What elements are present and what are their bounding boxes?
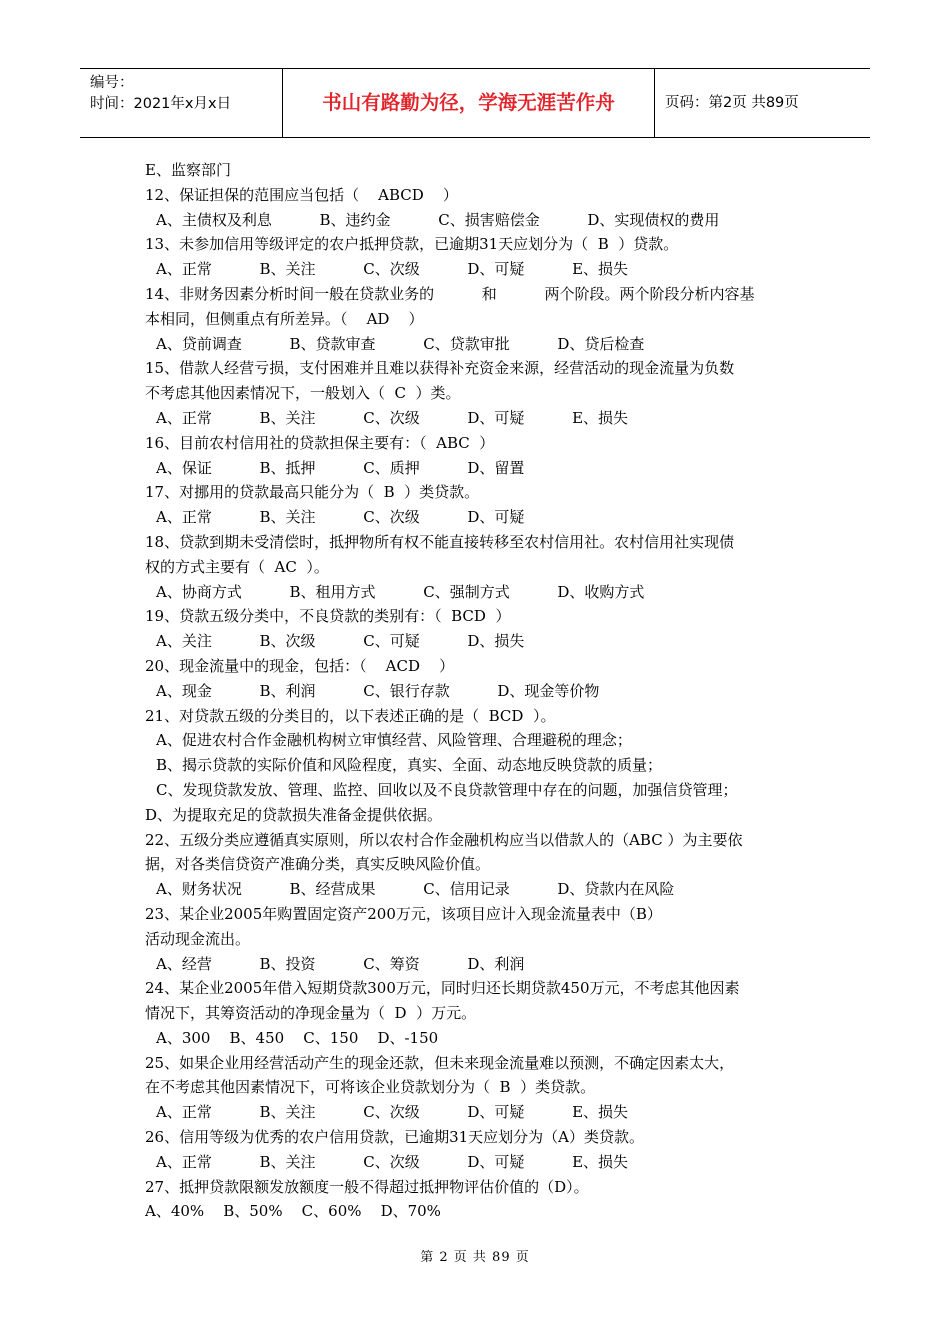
answer-options-line: A、关注 B、次级 C、可疑 D、损失 (156, 632, 525, 651)
question-text-line: 26、信用等级为优秀的农户信用贷款，已逾期31天应划分为（A）类贷款。 (145, 1128, 645, 1147)
answer-options-line: A、经营 B、投资 C、筹资 D、利润 (156, 954, 525, 973)
question-text-line: 15、借款人经营亏损，支付困难并且难以获得补充资金来源，经营活动的现金流量为负数 (145, 359, 735, 378)
question-text-line: 27、抵押贷款限额发放额度一般不得超过抵押物评估价值的（D）。 (145, 1177, 589, 1196)
answer-options-line: A、正常 B、关注 C、次级 D、可疑 E、损失 (156, 260, 629, 279)
question-text-line: 19、贷款五级分类中，不良贷款的类别有：（ BCD ） (145, 607, 511, 626)
question-text-line: A、40% B、50% C、60% D、70% (145, 1202, 441, 1221)
question-text-line: 22、五级分类应遵循真实原则，所以农村合作金融机构应当以借款人的（ABC ）为主要依 (145, 830, 743, 849)
question-text-line: 20、现金流量中的现金，包括：（ ACD ） (145, 656, 455, 675)
document-body (145, 158, 817, 1224)
page-header (80, 68, 870, 138)
answer-options-line: C、发现贷款发放、管理、监控、回收以及不良贷款管理中存在的问题，加强信贷管理； (156, 780, 738, 799)
question-text-line: 12、保证担保的范围应当包括（ ABCD ） (145, 185, 458, 204)
answer-options-line: A、促进农村合作金融机构树立审慎经营、风险管理、合理避税的理念； (156, 731, 632, 750)
answer-options-line: A、保证 B、抵押 C、质押 D、留置 (156, 458, 525, 477)
question-text-line: 权的方式主要有（ AC ）。 (145, 557, 329, 576)
question-text-line: 在不考虑其他因素情况下，可将该企业贷款划分为（ B ）类贷款。 (145, 1078, 596, 1097)
answer-options-line: B、揭示贷款的实际价值和风险程度，真实、全面、动态地反映贷款的质量； (156, 756, 663, 775)
question-text-line: 活动现金流出。 (145, 929, 251, 948)
question-text-line: 据，对各类信贷资产准确分类，真实反映风险价值。 (145, 855, 491, 874)
answer-options-line: A、300 B、450 C、150 D、-150 (156, 1028, 439, 1047)
answer-options-line: A、主债权及利息 B、违约金 C、损害赔偿金 D、实现债权的费用 (156, 210, 720, 229)
question-text-line: D、为提取充足的贷款损失准备金提供依据。 (145, 805, 443, 824)
page-footer: 第 2 页 共 89 页 (420, 1250, 530, 1265)
answer-options-line: A、现金 B、利润 C、银行存款 D、现金等价物 (156, 681, 600, 700)
header-time-label: 时间：2021年x月x日 (90, 96, 232, 112)
header-page-info: 页码：第2页 共89页 (665, 95, 799, 111)
question-text-line: 23、某企业2005年购置固定资产200万元，该项目应计入现金流量表中（B） (145, 904, 662, 923)
answer-options-line: A、协商方式 B、租用方式 C、强制方式 D、收购方式 (156, 582, 645, 601)
question-text-line: 17、对挪用的贷款最高只能分为（ B ）类贷款。 (145, 483, 480, 502)
answer-options-line: A、财务状况 B、经营成果 C、信用记录 D、贷款内在风险 (156, 880, 675, 899)
header-motto: 书山有路勤为径，学海无涯苦作舟 (283, 69, 655, 137)
question-text-line: 18、贷款到期未受清偿时，抵押物所有权不能直接转移至农村信用社。农村信用社实现债 (145, 532, 735, 551)
question-text-line: 16、目前农村信用社的贷款担保主要有：（ ABC ） (145, 433, 495, 452)
question-text-line: 21、对贷款五级的分类目的，以下表述正确的是（ BCD ）。 (145, 706, 556, 725)
answer-options-line: A、正常 B、关注 C、次级 D、可疑 (156, 508, 525, 527)
answer-options-line: A、贷前调查 B、贷款审查 C、贷款审批 D、贷后检查 (156, 334, 645, 353)
question-text-line: 25、如果企业用经营活动产生的现金还款，但未来现金流量难以预测，不确定因素太大， (145, 1053, 735, 1072)
answer-options-line: A、正常 B、关注 C、次级 D、可疑 E、损失 (156, 1152, 629, 1171)
question-text-line: 情况下，其筹资活动的净现金量为（ D ）万元。 (145, 1004, 477, 1023)
answer-options-line: A、正常 B、关注 C、次级 D、可疑 E、损失 (156, 408, 629, 427)
header-number-label: 编号： (90, 75, 134, 91)
question-text-line: 14、非财务因素分析时间一般在贷款业务的 和 两个阶段。两个阶段分析内容基 (145, 284, 755, 303)
header-meta (80, 69, 283, 137)
answer-options-line: A、正常 B、关注 C、次级 D、可疑 E、损失 (156, 1103, 629, 1122)
question-text-line: 13、未参加信用等级评定的农户抵押贷款，已逾期31天应划分为（ B ）贷款。 (145, 235, 679, 254)
question-text-line: 24、某企业2005年借入短期贷款300万元，同时归还长期贷款450万元，不考虑其他因素 (145, 979, 740, 998)
question-text-line: 本相同，但侧重点有所差异。（ AD ） (145, 309, 424, 328)
question-text-line: 不考虑其他因素情况下，一般划入（ C ）类。 (145, 384, 461, 403)
question-text-line: E、监察部门 (145, 161, 231, 179)
